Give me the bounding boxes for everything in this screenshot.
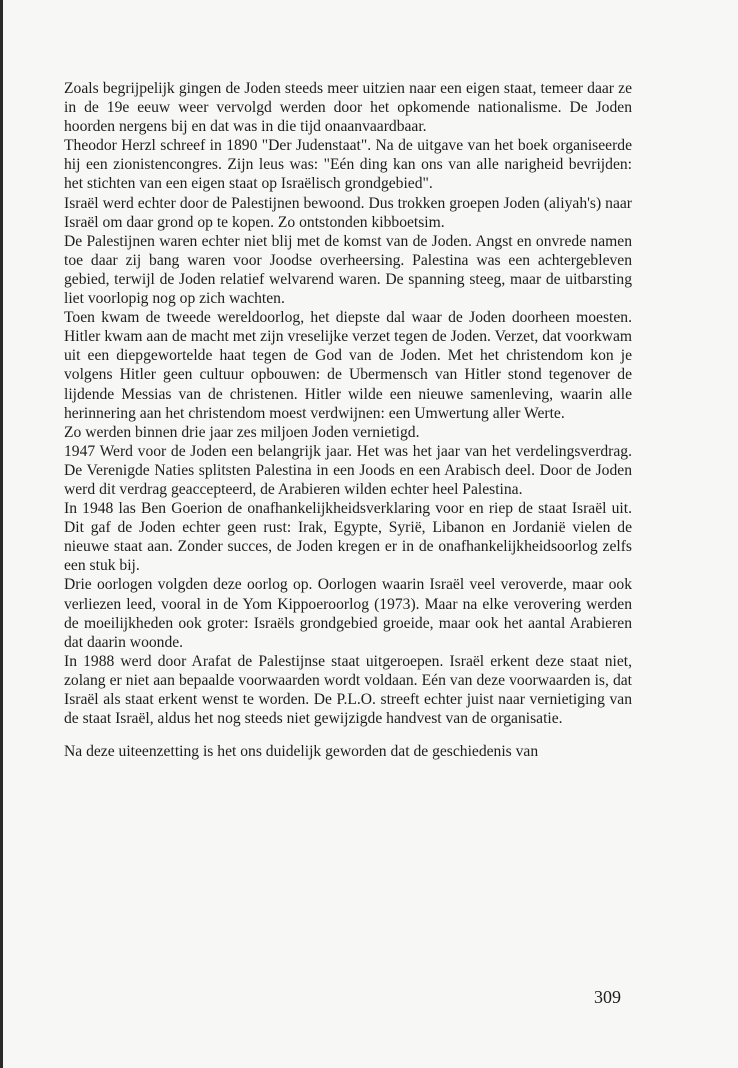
- paragraph-1947: 1947 Werd voor de Joden een belangrijk jaar. Het was het jaar van het verdelingsverdrag. De Verenigde Naties splitsten Palestina in een Joods en een Arabisch deel. Door de Joden werd dit verdrag geaccepteerd, de Arabieren wilden echter heel Palestina.: [64, 442, 632, 498]
- body-text: [64, 79, 632, 761]
- paragraph-palestinians: De Palestijnen waren echter niet blij met de komst van de Joden. Angst en onvrede namen toe daar zij bang waren voor Joodse overheersing. Palestina was een achtergebleven gebied, terwijl de Joden relatief welvarend waren. De spanning steeg, maar de uitbarsting liet voorlopig nog op zich wachten.: [64, 232, 632, 308]
- paragraph-world-war-two: Toen kwam de tweede wereldoorlog, het diepste dal waar de Joden doorheen moesten. Hitler kwam aan de macht met zijn vreselijke verzet tegen de Joden. Verzet, dat voorkwam uit een diepgewortelde haat tegen de God van de Joden. Met het christendom kon je volgens Hitler geen cultuur opbouwen: de Ubermensch van Hitler stond tegenover de lijdende Messias van de christenen. Hitler wilde een nieuwe samenleving, waarin alle herinnering aan het christendom moest verdwijnen: een Umwertung aller Werte.: [64, 309, 632, 422]
- paragraph-aliyah: Israël werd echter door de Palestijnen bewoond. Dus trokken groepen Joden (aliyah's) naar Israël om daar grond op te kopen. Zo ontstonden kibboetsim.: [64, 194, 632, 231]
- paragraph-1948: In 1948 las Ben Goerion de onafhankelijkheidsverklaring voor en riep de staat Israël uit. Dit gaf de Joden echter geen rust: Irak, Egypte, Syrië, Libanon en Jordanië vielen de nieuwe staat aan. Zonder succes, de Joden kregen er in de onafhankelijkheidsoorlog zelfs een stuk bij.: [64, 500, 632, 575]
- paragraph-herzl: Theodor Herzl schreef in 1890 "Der Judenstaat". Na de uitgave van het boek organiseerde hij een zionistencongres. Zijn leus was: "Eén ding kan ons van alle narigheid bevrijden: het stichten van een eigen staat op Israëlisch grondgebied".: [64, 137, 632, 193]
- paragraph-six-million: Zo werden binnen drie jaar zes miljoen Joden vernietigd.: [64, 423, 420, 441]
- paragraph-conclusion: Na deze uiteenzetting is het ons duidelijk geworden dat de geschiedenis van: [64, 743, 539, 761]
- paragraph-zionism-origins: Zoals begrijpelijk gingen de Joden steeds meer uitzien naar een eigen staat, temeer daar ze in de 19e eeuw weer vervolgd werden door het opkomende nationalisme. De Joden hoorden nergens bij en dat was in die tijd onaanvaardbaar.: [64, 80, 632, 136]
- page-number: 309: [594, 987, 621, 1007]
- scan-edge: [0, 0, 3, 1068]
- paragraph-1988: In 1988 werd door Arafat de Palestijnse staat uitgeroepen. Israël erkent deze staat niet, zolang er niet aan bepaalde voorwaarden wordt voldaan. Eén van deze voorwaarden is, dat Israël als staat erkent wenst te worden. De P.L.O. streeft echter juist naar vernietiging van de staat Israël, aldus het nog steeds niet gewijzigde handvest van de organisatie.: [64, 652, 632, 728]
- paragraph-three-wars: Drie oorlogen volgden deze oorlog op. Oorlogen waarin Israël veel veroverde, maar ook verliezen leed, vooral in de Yom Kippoeroorlog (1973). Maar na elke verovering werden de moeilijkheden ook groter: Israëls grondgebied groeide, maar ook het aantal Arabieren dat daarin woonde.: [64, 576, 632, 651]
